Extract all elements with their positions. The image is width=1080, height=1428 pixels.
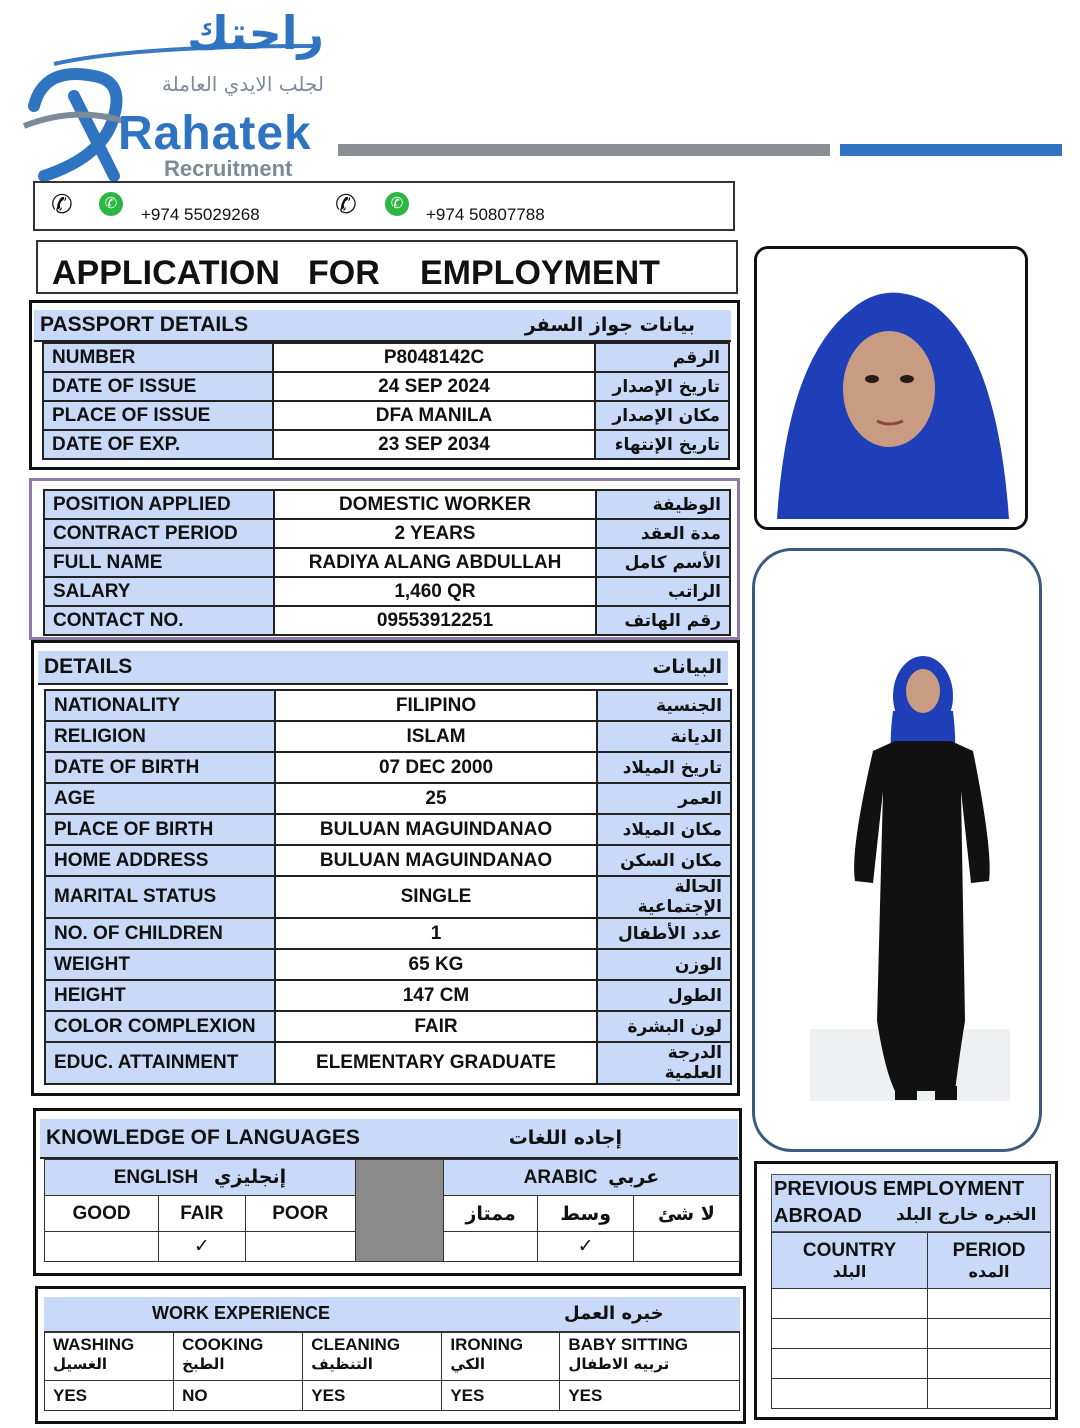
field-label: NO. OF CHILDREN xyxy=(45,918,275,949)
field-label: CONTACT NO. xyxy=(44,606,274,635)
field-label: HEIGHT xyxy=(45,980,275,1011)
work-skill-value: YES xyxy=(303,1381,442,1411)
field-value: 147 CM xyxy=(275,980,597,1011)
table-row xyxy=(45,752,731,783)
work-skill-header xyxy=(560,1333,740,1381)
details-header-label: DETAILS xyxy=(44,655,133,678)
field-value: 65 KG xyxy=(275,949,597,980)
english-poor-cell xyxy=(245,1232,355,1262)
work-skill-header xyxy=(442,1333,560,1381)
work-skill-value: YES xyxy=(560,1381,740,1411)
period-label-arabic: المده xyxy=(968,1262,1010,1281)
passport-header-arabic: بيانات جواز السفر xyxy=(524,314,695,336)
table-row xyxy=(45,876,731,918)
field-value: FAIR xyxy=(275,1011,597,1042)
work-header-arabic: خبره العمل xyxy=(564,1303,664,1324)
table-row xyxy=(45,690,731,721)
field-value: ELEMENTARY GRADUATE xyxy=(275,1042,597,1084)
work-skill-label-arabic: الغسيل xyxy=(53,1355,108,1373)
contact-number-1[interactable]: +974 55029268 xyxy=(141,205,260,224)
table-row xyxy=(44,548,730,577)
english-level-poor: POOR xyxy=(245,1196,355,1232)
contact-number-2[interactable]: +974 50807788 xyxy=(426,205,545,224)
arabic-none-cell xyxy=(633,1232,739,1262)
work-header xyxy=(44,1297,740,1332)
field-label-arabic: الأسم كامل xyxy=(596,548,730,577)
portrait-image xyxy=(757,249,1025,527)
field-label: WEIGHT xyxy=(45,949,275,980)
logo-arabic-tagline: لجلب الايدي العاملة xyxy=(161,72,324,96)
phone-icon: ✆ xyxy=(335,189,357,219)
table-row xyxy=(45,721,731,752)
field-label-arabic: مدة العقد xyxy=(596,519,730,548)
period-cell xyxy=(928,1349,1051,1379)
arabic-level-average: وسط xyxy=(538,1196,633,1232)
table-row xyxy=(44,519,730,548)
previous-title-arabic: الخبره خارج البلد xyxy=(896,1205,1037,1225)
details-header xyxy=(38,651,728,685)
passport-section xyxy=(29,300,740,470)
field-label-arabic: الحالة الإجتماعية xyxy=(597,876,731,918)
work-skill-label: WASHING xyxy=(53,1335,135,1354)
field-label-arabic: الدرجة العلمية xyxy=(597,1042,731,1084)
field-label-arabic: تاريخ الميلاد xyxy=(597,752,731,783)
work-section xyxy=(35,1286,746,1424)
passport-header xyxy=(34,310,731,342)
field-label: FULL NAME xyxy=(44,548,274,577)
field-label-arabic: الوظيفة xyxy=(596,490,730,519)
field-value: 07 DEC 2000 xyxy=(275,752,597,783)
arabic-header xyxy=(443,1160,739,1196)
work-skill-label-arabic: الطبخ xyxy=(182,1355,225,1373)
field-value: FILIPINO xyxy=(275,690,597,721)
languages-header-arabic: إجاده اللغات xyxy=(508,1127,622,1149)
arabic-label-arabic: عربي xyxy=(608,1166,660,1188)
table-row xyxy=(45,1042,731,1084)
work-skill-label-arabic: تربيه الاطفال xyxy=(568,1355,670,1373)
field-label: PLACE OF ISSUE xyxy=(43,401,273,430)
arabic-level-none: لا شئ xyxy=(633,1196,739,1232)
language-divider xyxy=(355,1160,443,1262)
work-skill-label: BABY SITTING xyxy=(568,1335,688,1354)
field-label-arabic: الديانة xyxy=(597,721,731,752)
english-good-cell xyxy=(45,1232,159,1262)
country-header xyxy=(772,1233,928,1289)
period-cell xyxy=(928,1379,1051,1409)
position-table xyxy=(43,489,731,636)
table-row xyxy=(44,490,730,519)
work-skill-label: IRONING xyxy=(450,1335,524,1354)
field-value: BULUAN MAGUINDANAO xyxy=(275,814,597,845)
country-cell xyxy=(772,1349,928,1379)
english-label-arabic: إنجليزي xyxy=(214,1166,287,1188)
previous-title-1: PREVIOUS EMPLOYMENT xyxy=(774,1178,1025,1200)
whatsapp-icon: ✆ xyxy=(99,192,123,216)
previous-table xyxy=(771,1232,1051,1409)
table-row xyxy=(44,577,730,606)
work-skill-label: COOKING xyxy=(182,1335,264,1354)
work-skill-label-arabic: التنظيف xyxy=(311,1355,373,1373)
arabic-label: ARABIC xyxy=(523,1167,598,1188)
table-row xyxy=(43,401,729,430)
table-row xyxy=(45,845,731,876)
field-label-arabic: تاريخ الإنتهاء xyxy=(595,430,729,459)
field-value: DOMESTIC WORKER xyxy=(274,490,596,519)
field-label-arabic: العمر xyxy=(597,783,731,814)
logo-subtitle: Recruitment xyxy=(164,156,293,181)
field-value: 25 xyxy=(275,783,597,814)
field-label: CONTRACT PERIOD xyxy=(44,519,274,548)
header-stripe-gray xyxy=(338,144,830,156)
whatsapp-icon: ✆ xyxy=(385,192,409,216)
work-skill-value: YES xyxy=(442,1381,560,1411)
passport-table xyxy=(42,342,730,460)
field-label: NUMBER xyxy=(43,343,273,372)
arabic-excellent-cell xyxy=(443,1232,538,1262)
field-label: SALARY xyxy=(44,577,274,606)
title-word-2: FOR xyxy=(308,254,380,292)
logo xyxy=(14,6,334,184)
field-value: 23 SEP 2034 xyxy=(273,430,595,459)
table-row xyxy=(45,949,731,980)
portrait-photo xyxy=(754,246,1028,530)
period-cell xyxy=(928,1319,1051,1349)
details-section xyxy=(31,640,740,1096)
field-label: AGE xyxy=(45,783,275,814)
field-label-arabic: تاريخ الإصدار xyxy=(595,372,729,401)
field-label-arabic: لون البشرة xyxy=(597,1011,731,1042)
field-label: DATE OF ISSUE xyxy=(43,372,273,401)
work-skill-header xyxy=(174,1333,303,1381)
field-label: NATIONALITY xyxy=(45,690,275,721)
field-value: SINGLE xyxy=(275,876,597,918)
english-label: ENGLISH xyxy=(113,1167,199,1188)
work-skill-label: CLEANING xyxy=(311,1335,401,1354)
languages-table xyxy=(44,1159,740,1262)
title-word-1: APPLICATION xyxy=(52,254,280,292)
country-cell xyxy=(772,1319,928,1349)
field-label: EDUC. ATTAINMENT xyxy=(45,1042,275,1084)
logo-name: Rahatek xyxy=(118,107,312,160)
previous-employment-section xyxy=(754,1161,1058,1420)
country-cell xyxy=(772,1289,928,1319)
table-row xyxy=(43,372,729,401)
field-value: RADIYA ALANG ABDULLAH xyxy=(274,548,596,577)
contact-bar xyxy=(33,181,735,231)
field-value: 24 SEP 2024 xyxy=(273,372,595,401)
details-header-arabic: البيانات xyxy=(652,656,722,678)
field-label: POSITION APPLIED xyxy=(44,490,274,519)
field-value: 09553912251 xyxy=(274,606,596,635)
field-label: MARITAL STATUS xyxy=(45,876,275,918)
languages-section xyxy=(33,1108,742,1276)
table-row xyxy=(43,343,729,372)
field-label-arabic: الراتب xyxy=(596,577,730,606)
position-section xyxy=(29,478,740,640)
phone-icon: ✆ xyxy=(51,189,73,219)
previous-header xyxy=(771,1174,1051,1232)
field-value: 1 xyxy=(275,918,597,949)
field-value: 2 YEARS xyxy=(274,519,596,548)
work-skill-label-arabic: الكي xyxy=(450,1355,486,1373)
languages-header-label: KNOWLEDGE OF LANGUAGES xyxy=(46,1126,360,1149)
previous-title-2: ABROAD xyxy=(774,1205,862,1227)
table-row xyxy=(44,606,730,635)
field-label-arabic: عدد الأطفال xyxy=(597,918,731,949)
work-skill-value: YES xyxy=(45,1381,174,1411)
field-label: DATE OF EXP. xyxy=(43,430,273,459)
period-cell xyxy=(928,1289,1051,1319)
field-value: DFA MANILA xyxy=(273,401,595,430)
work-header-label: WORK EXPERIENCE xyxy=(152,1303,331,1323)
languages-header xyxy=(40,1119,738,1159)
field-label: HOME ADDRESS xyxy=(45,845,275,876)
field-label-arabic: مكان الإصدار xyxy=(595,401,729,430)
english-fair-check: ✓ xyxy=(159,1232,245,1262)
field-value: BULUAN MAGUINDANAO xyxy=(275,845,597,876)
table-row xyxy=(45,783,731,814)
full-body-photo xyxy=(752,548,1042,1152)
arabic-average-check: ✓ xyxy=(538,1232,633,1262)
field-value: 1,460 QR xyxy=(274,577,596,606)
field-label-arabic: رقم الهاتف xyxy=(596,606,730,635)
field-label-arabic: مكان الميلاد xyxy=(597,814,731,845)
logo-arabic-name: راحتك xyxy=(186,6,324,60)
country-label: COUNTRY xyxy=(802,1240,897,1261)
field-label-arabic: الطول xyxy=(597,980,731,1011)
work-skill-value: NO xyxy=(174,1381,303,1411)
field-value: ISLAM xyxy=(275,721,597,752)
field-label: PLACE OF BIRTH xyxy=(45,814,275,845)
work-skill-header xyxy=(45,1333,174,1381)
table-row xyxy=(45,814,731,845)
header-stripe-blue xyxy=(840,144,1062,156)
arabic-level-excellent: ممتاز xyxy=(443,1196,538,1232)
english-level-good: GOOD xyxy=(45,1196,159,1232)
field-value: P8048142C xyxy=(273,343,595,372)
field-label-arabic: مكان السكن xyxy=(597,845,731,876)
period-label: PERIOD xyxy=(952,1240,1026,1261)
field-label: COLOR COMPLEXION xyxy=(45,1011,275,1042)
english-header xyxy=(45,1160,356,1196)
country-label-arabic: البلد xyxy=(832,1262,867,1281)
passport-header-label: PASSPORT DETAILS xyxy=(40,313,249,336)
table-row xyxy=(45,980,731,1011)
table-row xyxy=(45,1011,731,1042)
table-row xyxy=(45,918,731,949)
english-level-fair: FAIR xyxy=(159,1196,245,1232)
details-table xyxy=(44,689,732,1085)
field-label-arabic: الجنسية xyxy=(597,690,731,721)
table-row xyxy=(43,430,729,459)
country-cell xyxy=(772,1379,928,1409)
title-word-3: EMPLOYMENT xyxy=(420,254,660,292)
work-skill-header xyxy=(303,1333,442,1381)
full-body-image xyxy=(755,551,1039,1149)
field-label-arabic: الرقم xyxy=(595,343,729,372)
field-label: DATE OF BIRTH xyxy=(45,752,275,783)
work-table xyxy=(44,1332,740,1411)
page-title xyxy=(36,240,738,294)
period-header xyxy=(928,1233,1051,1289)
field-label: RELIGION xyxy=(45,721,275,752)
field-label-arabic: الوزن xyxy=(597,949,731,980)
